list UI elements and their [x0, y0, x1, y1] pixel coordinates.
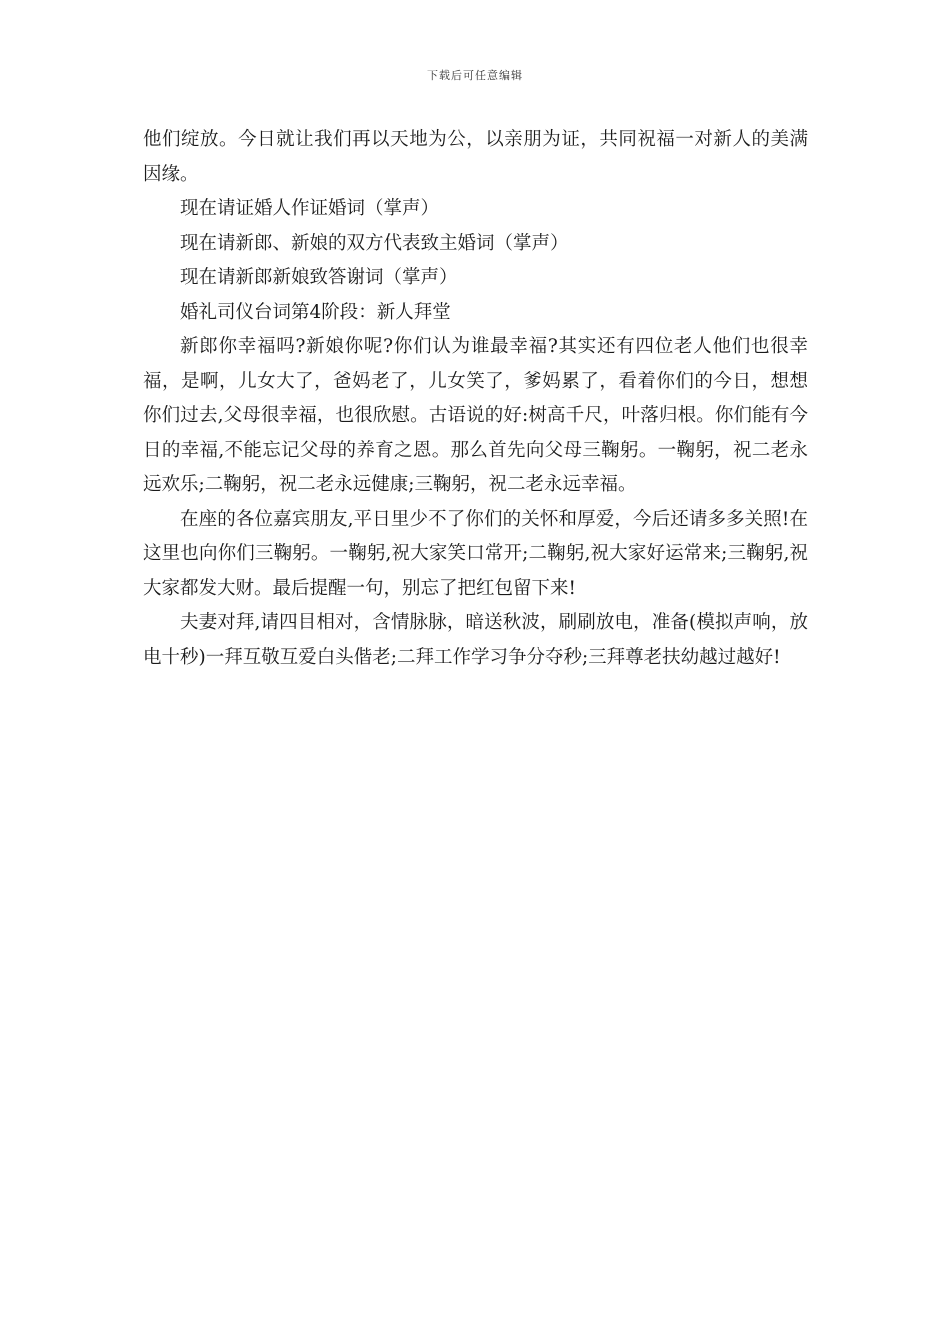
page-header: 下载后可任意编辑	[427, 69, 523, 82]
paragraph-host-speech: 现在请新郎、新娘的双方代表致主婚词（掌声）	[180, 232, 569, 254]
document-body	[143, 123, 808, 675]
paragraph-bow-guests: 在座的各位嘉宾朋友,平日里少不了你们的关怀和厚爱，今后还请多多关照!在这里也向你们三鞠躬。一鞠躬,祝大家笑口常开;二鞠躬,祝大家好运常来;三鞠躬,祝大家都发大财。最后提醒一句，别忘了把红包留下来!	[143, 508, 808, 599]
paragraph-continuation: 他们绽放。今日就让我们再以天地为公，以亲朋为证，共同祝福一对新人的美满因缘。	[143, 129, 808, 185]
paragraph-thanks-speech: 现在请新郎新娘致答谢词（掌声）	[180, 267, 458, 288]
paragraph-couple-bow: 夫妻对拜,请四目相对，含情脉脉，暗送秋波，刷刷放电，准备(模拟声响，放电十秒)一拜互敬互爱白头偕老;二拜工作学习争分夺秒;三拜尊老扶幼越过越好!	[143, 612, 808, 668]
paragraph-bow-parents: 新郎你幸福吗?新娘你呢?你们认为谁最幸福?其实还有四位老人他们也很幸福，是啊，儿女大了，爸妈老了，儿女笑了，爹妈累了，看着你们的今日，想想你们过去,父母很幸福，也很欣慰。古语说的好:树高千尺，叶落归根。你们能有今日的幸福,不能忘记父母的养育之恩。那么首先向父母三鞠躬。一鞠躬，祝二老永远欢乐;二鞠躬，祝二老永远健康;三鞠躬，祝二老永远幸福。	[143, 336, 808, 495]
paragraph-witness-speech: 现在请证婚人作证婚词（掌声）	[180, 198, 440, 219]
section-heading: 婚礼司仪台词第4阶段：新人拜堂	[180, 301, 451, 323]
